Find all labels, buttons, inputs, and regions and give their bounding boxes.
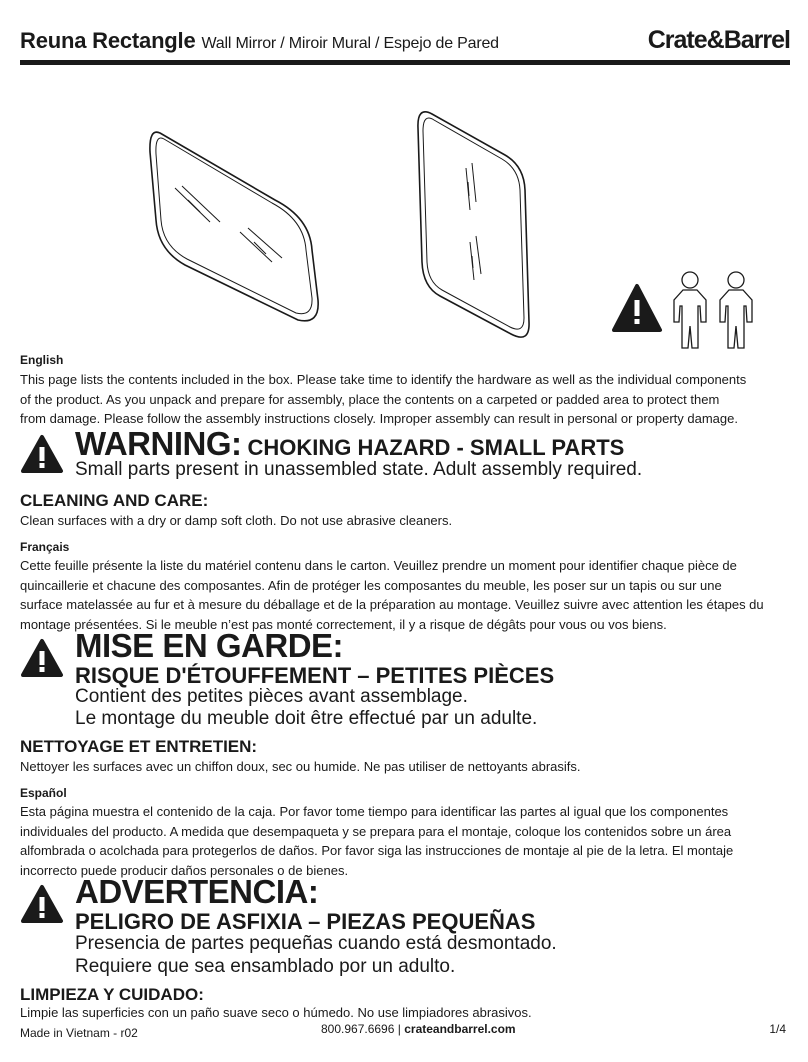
text-line: individuales del producto. A medida que desempaqueta y se prepara para el montaje, coloque los contenidos sobre un área: [20, 823, 732, 839]
portrait-mirror-drawing: [418, 112, 529, 337]
warning-title-espanol: ADVERTENCIA:: [75, 873, 319, 910]
section-label-francais: Français: [20, 540, 70, 554]
page-number: 1/4: [769, 1022, 786, 1036]
warning-text: Small parts present in unassembled state. Adult assembly required.: [75, 459, 643, 480]
warning-title: WARNING:: [75, 425, 242, 462]
text-line: This page lists the contents included in the box. Please take time to identify the hardware as well as the individual components: [20, 372, 747, 387]
warning-triangle-icon: [20, 434, 64, 474]
warning-text: Presencia de partes pequeñas cuando está desmontado.: [75, 933, 557, 954]
section-label-english: English: [20, 353, 64, 367]
intro-paragraph-francais: [20, 556, 790, 634]
section-label-espanol: Español: [20, 786, 67, 800]
landscape-mirror-drawing: [150, 132, 318, 321]
care-heading-francais: NETTOYAGE ET ENTRETIEN:: [20, 737, 258, 756]
intro-paragraph-english: [20, 370, 790, 429]
care-heading-english: CLEANING AND CARE:: [20, 491, 209, 510]
text-line: incorrecto puede producir daños personales o de bienes.: [20, 862, 349, 878]
intro-paragraph-espanol: [20, 802, 790, 880]
warning-triangle-icon: [614, 286, 660, 330]
warning-text: Le montage du meuble doit être effectué par un adulte.: [75, 708, 538, 729]
footer-contact: [321, 1022, 516, 1036]
warning-text: Requiere que sea ensamblado por un adulto.: [75, 956, 456, 977]
warning-triangle-icon: [20, 884, 64, 924]
care-text-francais: Nettoyer les surfaces avec un chiffon doux, sec ou humide. Ne pas utiliser de nettoyants abrasifs.: [20, 759, 581, 774]
header-divider: [20, 60, 790, 65]
warning-subtitle-espanol: PELIGRO DE ASFIXIA – PIEZAS PEQUEÑAS: [75, 909, 536, 934]
warning-subtitle-francais: RISQUE D'ÉTOUFFEMENT – PETITES PIÈCES: [75, 663, 555, 688]
text-line: montage présentées. Si le meuble n’est pas monté correctement, il y a risque de dégâts pour vous ou vos biens.: [20, 616, 667, 632]
text-line: alfombrada o acolchada para protegerlos de daños. Por favor siga las instrucciones de montaje al pie de la letra. El montaje: [20, 843, 734, 858]
warning-title-francais: MISE EN GARDE:: [75, 627, 344, 664]
text-line: from damage. Please follow the assembly instructions closely. Improper assembly can result in personal or property damage.: [20, 411, 738, 426]
care-text-espanol: Limpie las superficies con un paño suave seco o húmedo. No use limpiadores abrasivos.: [20, 1005, 532, 1020]
text-line: of the product. As you unpack and prepare for assembly, place the contents on a carpeted or padded area to protect them: [20, 391, 720, 407]
footer-separator: |: [397, 1022, 401, 1036]
product-illustration: [0, 70, 808, 360]
page-title: [20, 28, 499, 54]
product-subtitle: Wall Mirror / Miroir Mural / Espejo de Pared: [201, 35, 499, 52]
care-text-english: Clean surfaces with a dry or damp soft cloth. Do not use abrasive cleaners.: [20, 513, 453, 528]
website-link[interactable]: crateandbarrel.com: [404, 1022, 516, 1036]
text-line: quincaillerie et chacune des composantes. Afin de protéger les composantes du meuble, les poser sur un tapis ou sur une: [20, 577, 722, 593]
text-line: Cette feuille présente la liste du matériel contenu dans le carton. Veuillez prendre un moment pour identifier chaque pièce de: [20, 558, 737, 573]
phone-number: 800.967.6696: [321, 1022, 395, 1036]
warning-text: Contient des petites pièces avant assemblage.: [75, 686, 468, 707]
care-heading-espanol: LIMPIEZA Y CUIDADO:: [20, 985, 204, 1004]
product-name: Reuna Rectangle: [20, 28, 196, 53]
two-person-assembly-icon: [674, 272, 752, 348]
brand-logo: Crate&Barrel: [647, 26, 790, 54]
text-line: surface matelassée au fur et à mesure du déballage et de la préparation au montage. Veuillez suivre avec attention les étapes du: [20, 597, 764, 612]
warning-subtitle: CHOKING HAZARD - SMALL PARTS: [247, 435, 625, 460]
document-header: [20, 24, 790, 60]
made-in-label: Made in Vietnam - r02: [20, 1026, 138, 1040]
warning-triangle-icon: [20, 638, 64, 678]
text-line: Esta página muestra el contenido de la caja. Por favor tome tiempo para identificar las partes al igual que los componentes: [20, 804, 729, 819]
